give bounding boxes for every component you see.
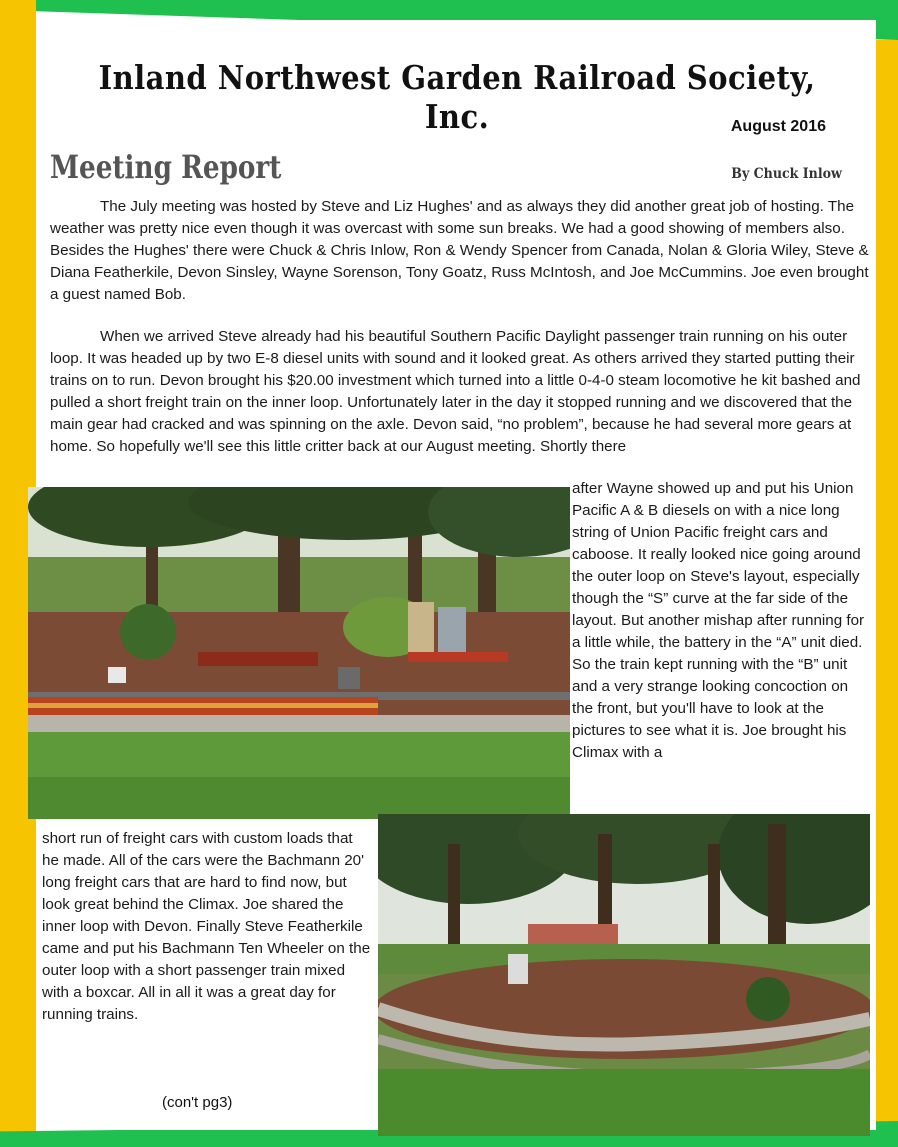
issue-date: August 2016 (730, 118, 826, 135)
article-title: Meeting Report (50, 148, 282, 186)
newsletter-page (38, 20, 876, 1130)
article-paragraph-1: The July meeting was hosted by Steve and Liz Hughes' and as always they did another great job of hosting. The weather was pretty nice even though it was overcast with some sun breaks. We had a good showing of members also. Besides the Hughes' there were Chuck & Chris Inlow, Ron & Wendy Spencer from Canada, Nolan & Gloria Wiley, Steve & Diana Featherkile, Devon Sinsley, Wayne Sorenson, Tony Goatz, Russ McIntosh, and Joe McCummins. Joe even brought a guest named Bob. (50, 198, 869, 303)
masthead-title: Inland Northwest Garden Railroad Society, Inc. (98, 58, 816, 136)
article-paragraph-4: short run of freight cars with custom loads that he made. All of the cars were the Bachmann 20' long freight cars that are hard to find now, but look great behind the Climax. Joe shared the inner loop with Devon. Finally Steve Featherkile came and put his Bachmann Ten Wheeler on the outer loop with a short passenger train mixed with a boxcar. All in all it was a great day for running trains. (42, 830, 371, 1023)
article-paragraph-2: When we arrived Steve already had his beautiful Southern Pacific Daylight passenger train running on his outer loop. It was headed up by two E-8 diesel units with sound and it looked great. As others arrived they started putting their trains on to run. Devon brought his $20.00 investment which turned into a little 0-4-0 steam locomotive he kit bashed and pulled a short freight train on the inner loop. Unfortunately later in the day it stopped running and we discovered that the main gear had cracked and was spinning on the axle. Devon said, “no problem”, because he had several more gears at home. So hopefully we'll see this little critter back at our August meeting. Shortly there (50, 328, 861, 455)
continued-note: (con't pg3) (162, 1094, 233, 1111)
right-border-band (876, 40, 898, 1147)
garden-railroad-photo-1 (28, 487, 570, 819)
article-byline: By Chuck Inlow (731, 166, 842, 182)
garden-railroad-photo-2 (378, 814, 870, 1136)
article-paragraph-3: after Wayne showed up and put his Union Pacific A & B diesels on with a nice long string of Union Pacific freight cars and caboose. It really looked nice going around the outer loop on Steve's layout, especially though the “S” curve at the far side of the layout. But another mishap after running for a little while, the battery in the “A” unit died. So the train kept running with the “B” unit and a very strange looking concoction on the front, but you'll have to look at the pictures to see what it is. Joe brought his Climax with a (572, 480, 865, 761)
